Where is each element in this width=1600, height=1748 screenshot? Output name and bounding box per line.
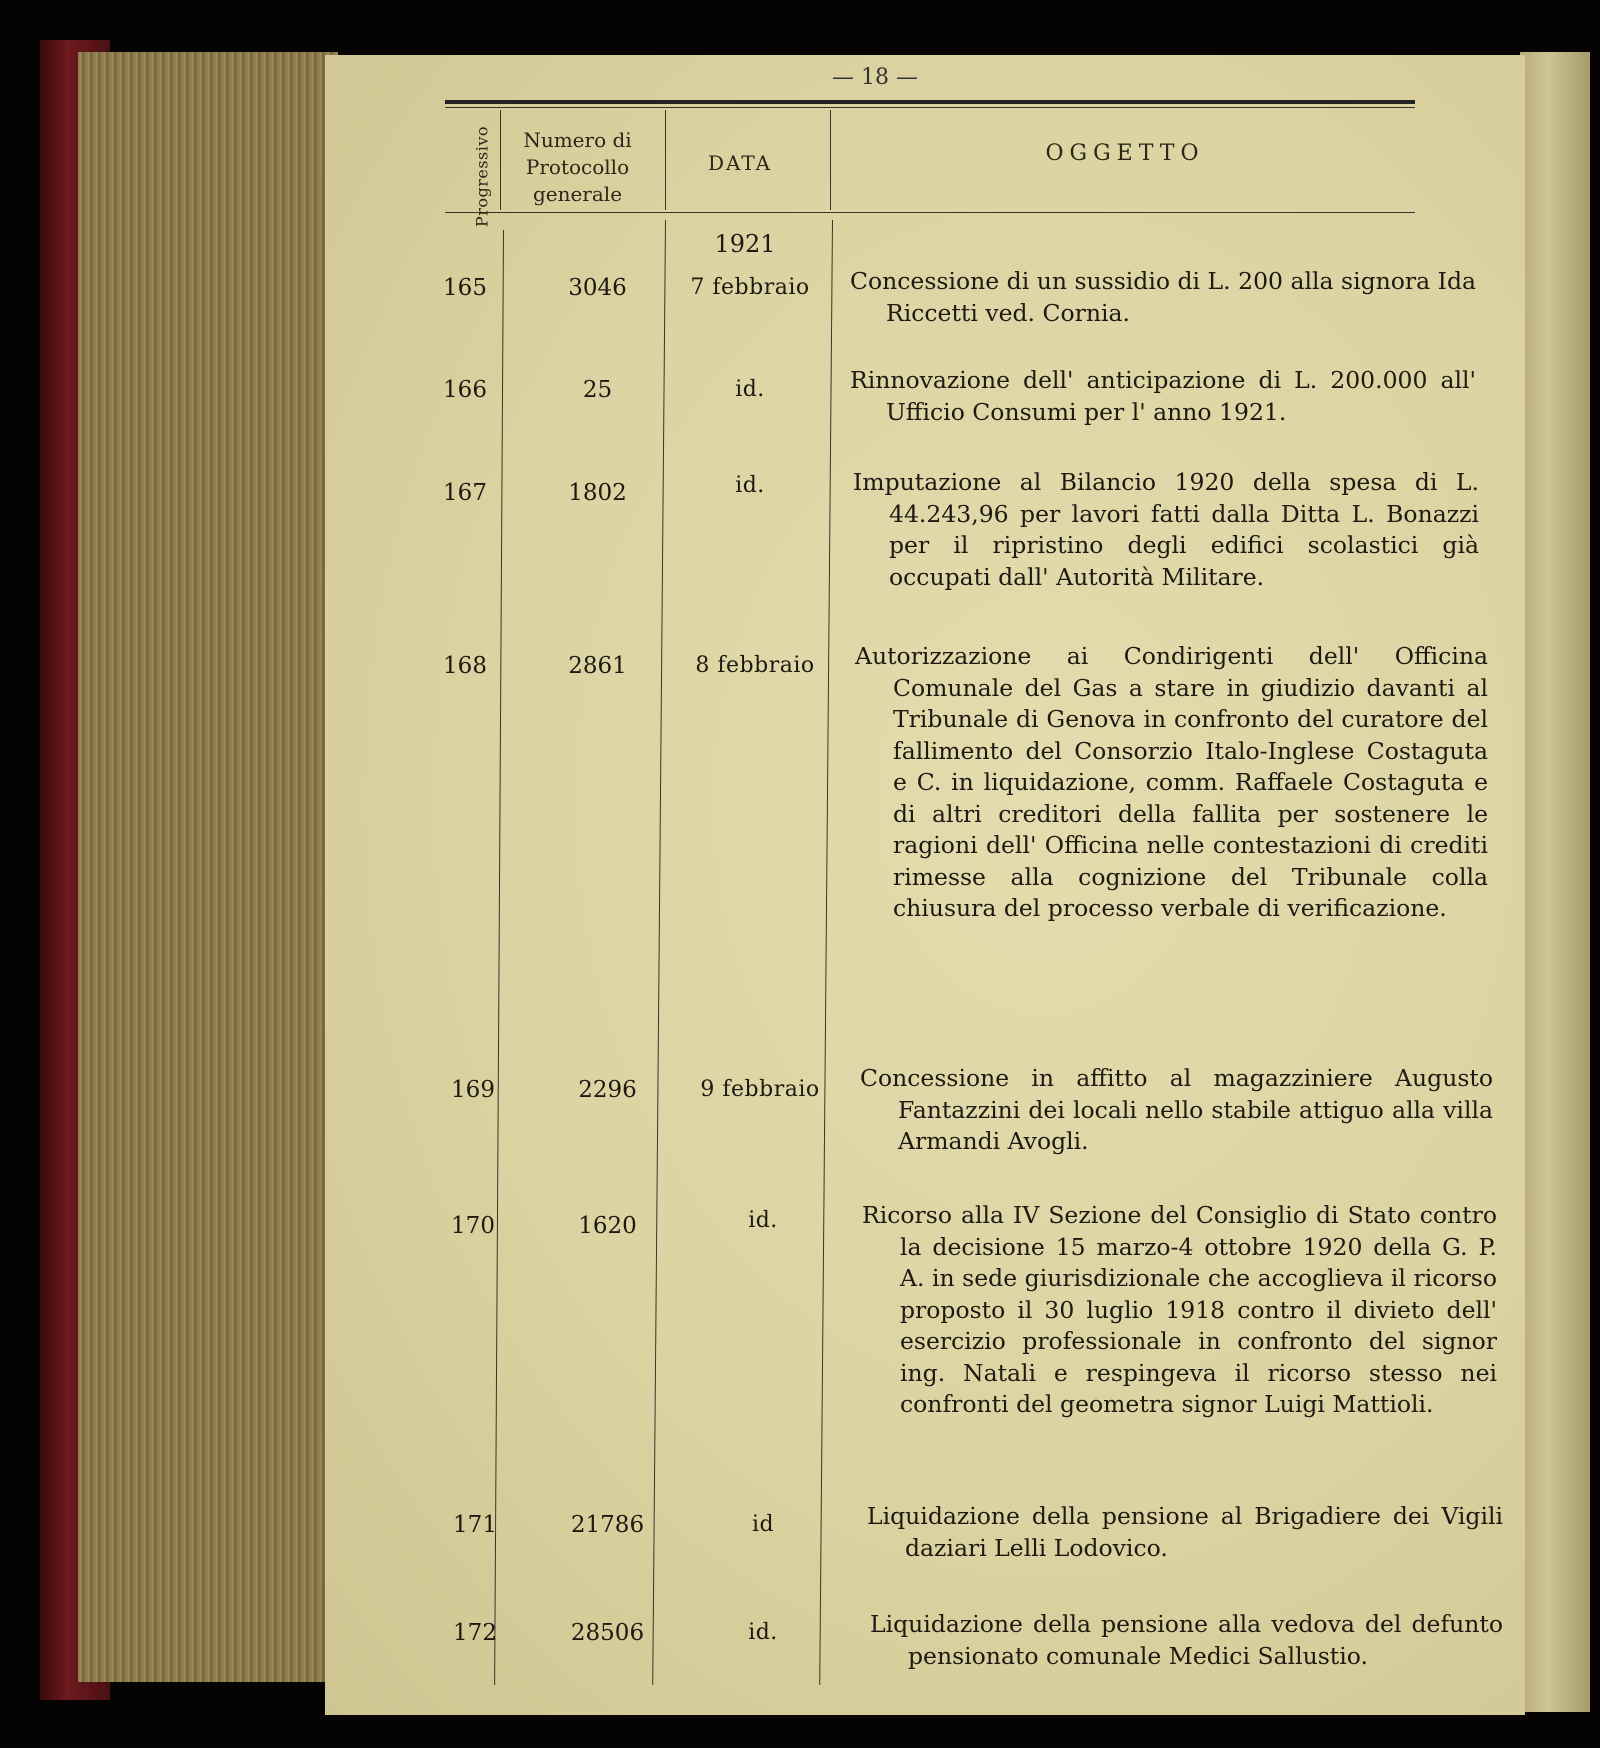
data-cell: id.: [748, 1620, 778, 1645]
data-cell: id.: [735, 473, 765, 498]
data-cell: 9 febbraio: [700, 1077, 820, 1102]
oggetto-cell: Concessione di un sussidio di L. 200 alla signora Ida Riccetti ved. Cornia.: [850, 267, 1476, 327]
progressivo-cell: 169: [451, 1077, 495, 1103]
header-rule-bottom: [445, 212, 1415, 213]
protocollo-cell: 1620: [578, 1213, 637, 1239]
oggetto-cell: Ricorso alla IV Sezione del Consiglio di Stato contro la decisione 15 marzo-4 ottobre 1920 della G. P. A. in sede giurisdizionale che accoglieva il ricorso proposto il 30 luglio 1918 contro il divieto dell' esercizio professionale in confronto del signor ing. Natali e respingeva il ricorso stesso nei confronti del geometra signor Luigi Mattioli.: [862, 1201, 1497, 1418]
facing-page-edge: [1520, 52, 1590, 1712]
progressivo-cell: 171: [453, 1512, 497, 1538]
page-stack-edge: [78, 52, 338, 1682]
protocollo-cell: 2296: [578, 1077, 637, 1103]
progressivo-cell: 165: [443, 275, 487, 301]
header-rule-thin: [445, 107, 1415, 108]
data-cell: id: [751, 1512, 775, 1537]
data-cell: id.: [735, 377, 765, 402]
data-cell: 7 febbraio: [690, 275, 810, 300]
data-cell: id.: [748, 1208, 778, 1233]
protocollo-cell: 21786: [570, 1512, 645, 1538]
progressivo-cell: 172: [453, 1620, 497, 1646]
year-label: 1921: [714, 230, 776, 258]
header-oggetto: OGGETTO: [1045, 141, 1205, 166]
header-data: DATA: [707, 151, 773, 175]
column-line-3: [819, 220, 833, 1685]
progressivo-cell: 170: [451, 1213, 495, 1239]
progressivo-cell: 168: [443, 653, 487, 679]
oggetto-cell: Liquidazione della pensione alla vedova del defunto pensionato comunale Medici Sallustio.: [870, 1610, 1503, 1670]
protocollo-cell: 2861: [568, 653, 627, 679]
header-numero-protocollo: Numero di Protocollo generale: [523, 128, 632, 206]
protocollo-cell: 1802: [568, 480, 627, 506]
column-line-2: [652, 220, 666, 1685]
oggetto-cell: Autorizzazione ai Condirigenti dell' Officina Comunale del Gas a stare in giudizio davanti al Tribunale di Genova in confronto del curatore del fallimento del Consorzio Italo-Inglese Costaguta e C. in liquidazione, comm. Raffaele Costaguta e di altri creditori della fallita per sostenere le ragioni dell' Officina nelle contestazioni di crediti rimesse alla cognizione del Tribunale colla chiusura del processo verbale di verificazione.: [855, 642, 1488, 922]
oggetto-cell: Concessione in affitto al magazziniere Augusto Fantazzini dei locali nello stabile attiguo alla villa Armandi Avogli.: [860, 1064, 1493, 1155]
oggetto-cell: Imputazione al Bilancio 1920 della spesa di L. 44.243,96 per lavori fatti dalla Ditta L. Bonazzi per il ripristino degli edifici scolastici già occupati dall' Autorità Militare.: [853, 468, 1479, 591]
column-line-1: [494, 230, 504, 1685]
protocollo-cell: 28506: [570, 1620, 645, 1646]
progressivo-cell: 166: [443, 377, 487, 403]
register-page: [325, 55, 1525, 1715]
header-rule-top: [445, 100, 1415, 104]
page-number: — 18 —: [832, 65, 918, 90]
protocollo-cell: 3046: [568, 275, 627, 301]
protocollo-cell: 25: [582, 377, 613, 403]
data-cell: 8 febbraio: [695, 653, 815, 678]
oggetto-cell: Liquidazione della pensione al Brigadiere dei Vigili daziari Lelli Lodovico.: [867, 1502, 1503, 1562]
oggetto-cell: Rinnovazione dell' anticipazione di L. 200.000 all' Ufficio Consumi per l' anno 1921.: [850, 366, 1476, 426]
header-progressivo: Progressivo: [472, 125, 492, 228]
progressivo-cell: 167: [443, 480, 487, 506]
